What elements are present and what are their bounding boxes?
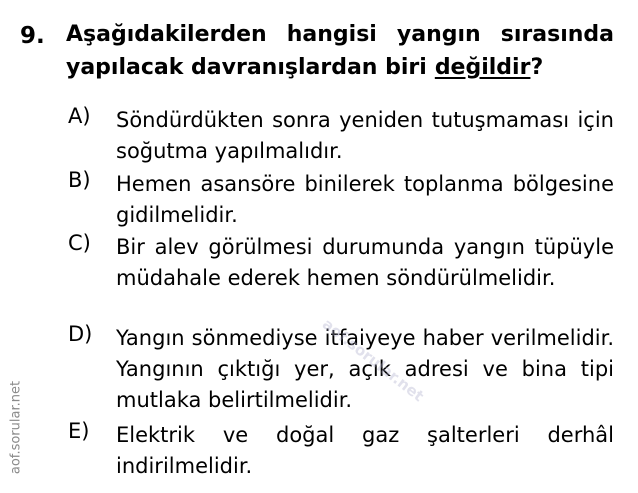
stem-question-mark: ? bbox=[530, 55, 544, 80]
option-c[interactable] bbox=[68, 232, 614, 294]
option-text: Elektrik ve doğal gaz şalterleri derhâl indirilmelidir. bbox=[116, 423, 614, 478]
option-letter: C) bbox=[68, 231, 91, 255]
option-text: Hemen asansöre binilerek toplanma bölgesine gidilmelidir. bbox=[116, 172, 614, 227]
option-e[interactable] bbox=[68, 420, 614, 482]
option-letter: E) bbox=[68, 419, 90, 443]
option-letter: D) bbox=[68, 322, 93, 346]
option-text: Bir alev görülmesi durumunda yangın tüpüyle müdahale ederek hemen söndürülmelidir. bbox=[116, 235, 614, 290]
stem-line-2 bbox=[66, 51, 614, 84]
stem-line-1: Aşağıdakilerden hangisi yangın sırasında bbox=[66, 22, 614, 47]
option-b[interactable] bbox=[68, 169, 614, 231]
option-a[interactable] bbox=[68, 105, 614, 167]
side-watermark: aof.sorular.net bbox=[8, 380, 24, 475]
option-text: Yangın sönmediyse itfaiyeye haber verilmelidir. Yangının çıktığı yer, açık adresi ve bina tipi mutlaka belirtilmelidir. bbox=[116, 326, 614, 412]
option-letter: B) bbox=[68, 168, 91, 192]
question-number: 9. bbox=[20, 23, 45, 49]
stem-text: yapılacak davranışlardan biri bbox=[66, 55, 427, 80]
question-stem bbox=[66, 18, 614, 84]
option-letter: A) bbox=[68, 104, 91, 128]
option-text: Söndürdükten sonra yeniden tutuşmaması için soğutma yapılmalıdır. bbox=[116, 108, 614, 163]
diagonal-watermark: aof.sorular.net bbox=[318, 315, 428, 406]
stem-negation: değildir bbox=[434, 55, 531, 80]
